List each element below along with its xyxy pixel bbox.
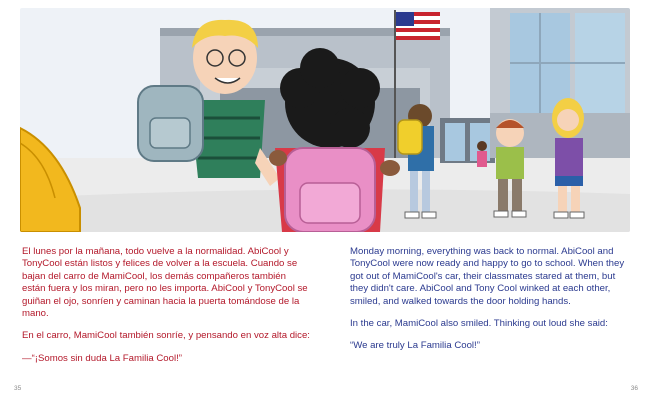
spanish-text-column — [22, 246, 310, 375]
page-number-left: 35 — [14, 385, 22, 392]
english-paragraph-2: In the car, MamiCool also smiled. Thinking out loud she said: — [350, 318, 608, 330]
page-number-right: 36 — [630, 385, 638, 392]
spanish-paragraph-3: —“¡Somos sin duda La Familia Cool!” — [22, 352, 182, 364]
spanish-paragraph-1: El lunes por la mañana, todo vuelve a la normalidad. AbiCool y TonyCool están listos y felices de volver a la escuela. Cuando se bajan del carro de MamiCool, los demás compañeros también están fuera y los miran, pero no les importa. AbiCool y TonyCool se guiñan el ojo, sonríen y caminan hacia la puerta tomándose de la mano. — [22, 246, 308, 320]
school-scene-illustration — [20, 8, 630, 232]
english-text-column — [350, 246, 632, 363]
spanish-paragraph-2: En el carro, MamiCool también sonríe, y pensando en voz alta dice: — [22, 330, 310, 342]
english-paragraph-1: Monday morning, everything was back to normal. AbiCool and TonyCool were now ready and happy to go to school. When they got out of MamiCool's car, their classmates stared at them, but they didn't care. AbiCool and Tony Cool winked at each other, smiled, and walked towards the door holding hands. — [350, 246, 625, 307]
background-child — [477, 141, 487, 167]
english-paragraph-3: “We are truly La Familia Cool!” — [350, 340, 480, 352]
